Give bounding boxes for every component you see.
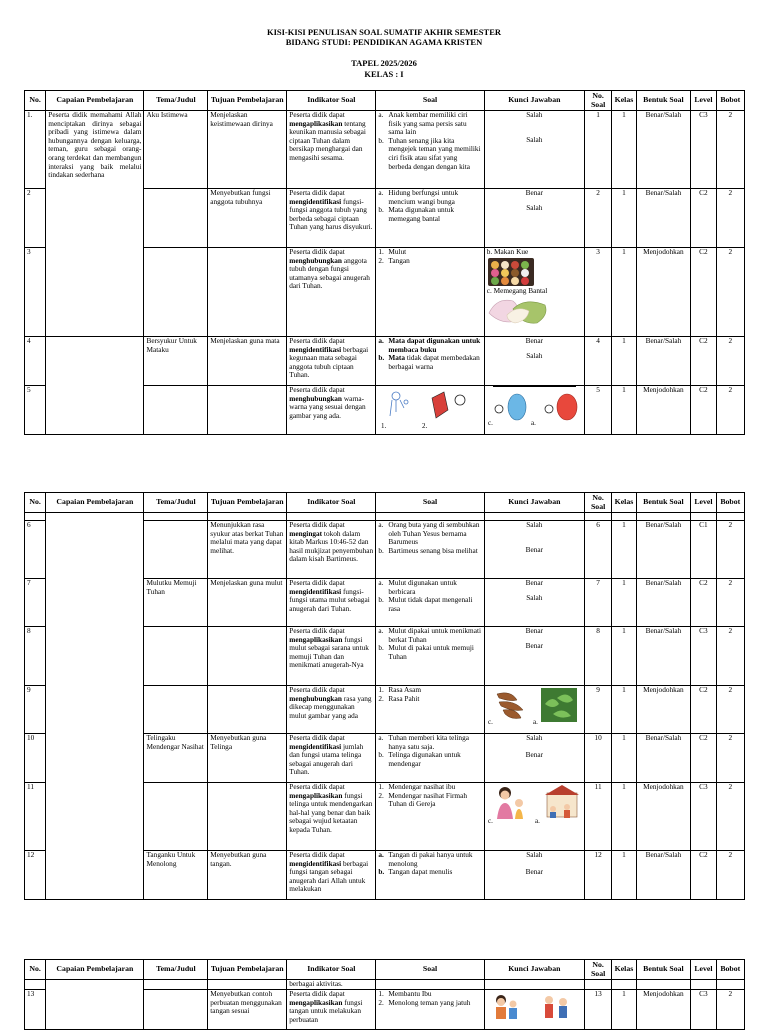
bentuk-soal: Benar/Salah — [636, 627, 691, 686]
col-kunci: Kunci Jawaban — [484, 960, 584, 980]
col-no: No. — [25, 91, 46, 111]
tujuan-pembelajaran: Menyebutkan guna tangan. — [208, 851, 287, 900]
bobot: 2 — [716, 734, 744, 783]
col-indikator: Indikator Soal — [287, 91, 376, 111]
soal-item-a: a. Hidung berfungsi untuk mencium wangi bunga — [378, 188, 459, 206]
soal-item-b: b. Mulut tidak dapat mengenali rasa — [378, 595, 473, 613]
tema-judul — [144, 189, 208, 248]
soal-item-a: a. Mulut digunakan untuk berbicara — [378, 578, 457, 596]
col-bentuk: Bentuk Soal — [636, 960, 691, 980]
soal-item-2: 2. Menolong teman yang jatuh — [378, 997, 471, 1007]
kelas: 1 — [612, 783, 636, 851]
row-no: 11 — [25, 783, 46, 851]
tujuan-pembelajaran — [208, 248, 287, 337]
col-capaian: Capaian Pembelajaran — [46, 91, 144, 111]
tema-judul: Mulutku Memuji Tuhan — [144, 579, 208, 627]
kunci-jawaban: Salah Benar — [484, 851, 584, 900]
soal-item-b: b. Mata tidak dapat membedakan berbagai warna — [378, 353, 480, 371]
indikator-soal: Peserta didik dapat mengaplikasikan fungsi telinga untuk mendengarkan hal-hal yang benar dan baik sebagai wujud ketaatan kepada Tuhan. — [287, 783, 376, 851]
col-tujuan: Tujuan Pembelajaran — [208, 960, 287, 980]
capaian-pembelajaran: Peserta didik memahami Allah menciptakan dirinya sebagai pribadi yang istimewa dalam hubungannya dengan keluarga, teman, guru sebagai orang-orang terdekat dan membangun interaksi yang baik melalui tindakan sederhana — [46, 111, 144, 337]
soal — [376, 579, 484, 627]
bobot: 2 — [716, 521, 744, 579]
tema-judul: Telingaku Mendengar Nasihat — [144, 734, 208, 783]
kunci-label-c: c. — [487, 419, 493, 427]
bobot: 2 — [716, 189, 744, 248]
tema-judul — [144, 686, 208, 734]
soal — [376, 521, 484, 579]
kelas: 1 — [612, 686, 636, 734]
no-soal: 7 — [584, 579, 611, 627]
row-no: 4 — [25, 337, 46, 386]
indikator-soal: Peserta didik dapat mengidentifikasi berbagai kegunaan mata sebagai anggota tubuh ciptaan Tuhan. — [287, 337, 376, 386]
row-no: 9 — [25, 686, 46, 734]
col-indikator: Indikator Soal — [287, 493, 376, 513]
no-soal: 9 — [584, 686, 611, 734]
kunci-label-a: a. — [532, 718, 538, 726]
bobot: 2 — [716, 851, 744, 900]
level: C3 — [691, 111, 716, 189]
col-capaian: Capaian Pembelajaran — [46, 960, 144, 980]
kelas: 1 — [612, 337, 636, 386]
kunci-label-a: a. — [534, 817, 540, 825]
soal-item-1: 1. Membantu Ibu — [378, 989, 432, 998]
soal-item-b: b. Telinga digunakan untuk mendengar — [378, 750, 461, 768]
bentuk-soal: Menjodohkan — [636, 686, 691, 734]
color-objects-image — [378, 386, 478, 430]
soal-item-a: a. Mulut dipakai untuk menikmati berkat Tuhan — [378, 626, 481, 644]
kelas: 1 — [612, 990, 636, 1030]
bobot: 2 — [716, 111, 744, 189]
no-soal: 10 — [584, 734, 611, 783]
kunci-jawaban — [484, 386, 584, 435]
soal-item-a: a. Mata dapat digunakan untuk membaca buku — [378, 336, 481, 354]
mother-child-and-church-image — [487, 783, 582, 825]
soal-item-b: b. Bartimeus senang bisa melihat — [378, 545, 478, 555]
col-bobot: Bobot — [716, 493, 744, 513]
soal-item-2: 2. Tangan — [378, 255, 410, 265]
cake-tray-image — [487, 257, 535, 287]
soal-label-1: 1. — [381, 422, 387, 430]
kunci-label-c: c. — [487, 817, 493, 825]
row-no: 12 — [25, 851, 46, 900]
indikator-soal: Peserta didik dapat menghubungkan anggota tubuh dengan fungsi utamanya sebagai anugerah dari Tuhan. — [287, 248, 376, 337]
no-soal: 6 — [584, 521, 611, 579]
col-kunci: Kunci Jawaban — [484, 91, 584, 111]
tema-judul: Tanganku Untuk Menolong — [144, 851, 208, 900]
col-no: No. — [25, 960, 46, 980]
col-soal: Soal — [376, 91, 484, 111]
col-bobot: Bobot — [716, 91, 744, 111]
kelas: 1 — [612, 734, 636, 783]
col-soal: Soal — [376, 493, 484, 513]
kisi-table-3 — [24, 959, 745, 1030]
kunci-jawaban: Benar Salah — [484, 337, 584, 386]
level: C3 — [691, 627, 716, 686]
tujuan-pembelajaran — [208, 686, 287, 734]
indikator-soal: Peserta didik dapat mengaplikasikan tentang keunikan manusia sebagai ciptaan Tuhan dalam bersikap menghargai dan mengasihi sesama. — [287, 111, 376, 189]
tujuan-pembelajaran: Menunjukkan rasa syukur atas berkat Tuhan melalui mata yang dapat melihat. — [208, 521, 287, 579]
level: C2 — [691, 189, 716, 248]
bentuk-soal: Menjodohkan — [636, 386, 691, 435]
level: C2 — [691, 337, 716, 386]
doc-class: KELAS : I — [364, 69, 404, 79]
tujuan-pembelajaran: Menjelaskan guna mata — [208, 337, 287, 386]
col-no: No. — [25, 493, 46, 513]
tujuan-pembelajaran — [208, 783, 287, 851]
row-no: 3 — [25, 248, 46, 337]
level: C2 — [691, 248, 716, 337]
tema-judul — [144, 521, 208, 579]
bentuk-soal: Benar/Salah — [636, 851, 691, 900]
bentuk-soal: Benar/Salah — [636, 734, 691, 783]
indikator-soal: Peserta didik dapat menghubungkan warna-warna yang sesuai dengan gambar yang ada. — [287, 386, 376, 435]
kunci-jawaban: b. Makan Kue c. Memegang Bantal — [484, 248, 584, 337]
soal — [376, 248, 484, 337]
soal — [376, 734, 484, 783]
col-level: Level — [691, 91, 716, 111]
col-soal: Soal — [376, 960, 484, 980]
col-tema: Tema/Judul — [144, 960, 208, 980]
helping-people-image — [487, 990, 582, 1020]
soal-item-a: a. Tangan di pakai hanya untuk menolong — [378, 850, 473, 868]
col-no-soal: No. Soal — [584, 493, 611, 513]
soal-item-b: b. Mulut di pakai untuk memuji Tuhan — [378, 643, 474, 661]
kunci-jawaban — [484, 783, 584, 851]
row-no: 13 — [25, 990, 46, 1030]
col-kelas: Kelas — [612, 960, 636, 980]
soal — [376, 627, 484, 686]
bentuk-soal: Benar/Salah — [636, 337, 691, 386]
bobot: 2 — [716, 248, 744, 337]
indikator-soal-continuation: berbagai aktivitas. — [287, 980, 376, 990]
doc-year: TAPEL 2025/2026 — [351, 58, 417, 68]
col-kelas: Kelas — [612, 91, 636, 111]
level: C2 — [691, 851, 716, 900]
indikator-soal: Peserta didik dapat mengingat tokoh dalam kitab Markus 10:46-52 dan hasil mukjizat penyembuhan dalam kisah Bartimeus. — [287, 521, 376, 579]
kunci-jawaban: Salah Benar — [484, 734, 584, 783]
level: C2 — [691, 579, 716, 627]
bobot: 2 — [716, 990, 744, 1030]
kunci-jawaban: Salah Benar — [484, 521, 584, 579]
col-no-soal: No. Soal — [584, 91, 611, 111]
soal-item-b: b. Mata digunakan untuk memegang bantal — [378, 205, 455, 223]
soal-item-a: a. Orang buta yang di sembuhkan oleh Tuhan Yesus bernama Barumeus — [378, 520, 480, 547]
tujuan-pembelajaran: Menjelaskan guna mulut — [208, 579, 287, 627]
col-capaian: Capaian Pembelajaran — [46, 493, 144, 513]
row-no: 1. — [25, 111, 46, 189]
col-no-soal: No. Soal — [584, 960, 611, 980]
no-soal: 8 — [584, 627, 611, 686]
indikator-soal: Peserta didik dapat mengaplikasikan fungsi mulut sebagai sarana untuk memuji Tuhan dan menikmati anugerah-Nya — [287, 627, 376, 686]
no-soal: 3 — [584, 248, 611, 337]
bentuk-soal: Menjodohkan — [636, 990, 691, 1030]
bentuk-soal: Benar/Salah — [636, 111, 691, 189]
no-soal: 4 — [584, 337, 611, 386]
capaian-pembelajaran-empty — [46, 337, 144, 435]
no-soal: 12 — [584, 851, 611, 900]
bobot: 2 — [716, 386, 744, 435]
col-bentuk: Bentuk Soal — [636, 91, 691, 111]
col-kelas: Kelas — [612, 493, 636, 513]
tema-judul — [144, 248, 208, 337]
level: C3 — [691, 990, 716, 1030]
level: C1 — [691, 521, 716, 579]
soal — [376, 111, 484, 189]
level: C2 — [691, 386, 716, 435]
tema-judul: Aku Istimewa — [144, 111, 208, 189]
soal-item-2: 2. Mendengar nasihat Firmah Tuhan di Gereja — [378, 790, 467, 809]
kelas: 1 — [612, 521, 636, 579]
tujuan-pembelajaran — [208, 386, 287, 435]
col-bentuk: Bentuk Soal — [636, 493, 691, 513]
col-bobot: Bobot — [716, 960, 744, 980]
tujuan-pembelajaran: Menyebutkan fungsi anggota tubuhnya — [208, 189, 287, 248]
bobot: 2 — [716, 579, 744, 627]
soal-item-2: 2. Rasa Pahit — [378, 693, 420, 703]
tujuan-pembelajaran: Menyebutkan guna Telinga — [208, 734, 287, 783]
tema-judul — [144, 386, 208, 435]
no-soal: 5 — [584, 386, 611, 435]
row-no: 5 — [25, 386, 46, 435]
col-level: Level — [691, 960, 716, 980]
no-soal: 13 — [584, 990, 611, 1030]
bobot: 2 — [716, 686, 744, 734]
bentuk-soal: Menjodohkan — [636, 248, 691, 337]
kelas: 1 — [612, 189, 636, 248]
bentuk-soal: Benar/Salah — [636, 579, 691, 627]
soal-item-a: a. Tuhan memberi kita telinga hanya satu saja. — [378, 733, 469, 751]
table-spacer-row — [25, 513, 745, 521]
col-kunci: Kunci Jawaban — [484, 493, 584, 513]
table-row-continuation — [25, 980, 745, 990]
doc-title: KISI-KISI PENULISAN SOAL SUMATIF AKHIR SEMESTER — [266, 27, 502, 37]
indikator-soal: Peserta didik dapat mengidentifikasi berbagai fungsi tangan sebagai anugerah dari Allah untuk melakukan — [287, 851, 376, 900]
kelas: 1 — [612, 386, 636, 435]
kunci-jawaban: Salah Salah — [484, 111, 584, 189]
row-no: 7 — [25, 579, 46, 627]
indikator-soal: Peserta didik dapat mengidentifikasi fungsi-fungsi utama mulut sebagai anugerah dari Tuhan. — [287, 579, 376, 627]
kunci-label-c: c. — [487, 718, 493, 726]
soal — [376, 686, 484, 734]
tamarind-and-leaf-image — [487, 686, 582, 726]
col-tema: Tema/Judul — [144, 91, 208, 111]
kunci-jawaban: Benar Salah — [484, 579, 584, 627]
tema-judul — [144, 783, 208, 851]
soal — [376, 783, 484, 851]
bentuk-soal: Benar/Salah — [636, 189, 691, 248]
soal-item-b: b. Tuhan senang jika kita mengejek teman yang memiliki ciri fisik atau sifat yang berbeda dengan dengan kita — [378, 135, 481, 171]
table-header-row — [25, 960, 745, 980]
tema-judul — [144, 627, 208, 686]
kelas: 1 — [612, 851, 636, 900]
row-no: 2 — [25, 189, 46, 248]
kelas: 1 — [612, 579, 636, 627]
indikator-soal: Peserta didik dapat mengidentifikasi fungsi-fungsi anggota tubuh yang berbeda sebagai ciptaan Tuhan yang harus disyukuri. — [287, 189, 376, 248]
soal-item-1: 1. Rasa Asam — [378, 685, 422, 694]
col-tujuan: Tujuan Pembelajaran — [208, 493, 287, 513]
tema-judul: Bersyukur Untuk Mataku — [144, 337, 208, 386]
row-no: 10 — [25, 734, 46, 783]
pillow-image — [487, 295, 549, 325]
soal-item-a: a. Anak kembar memiliki ciri fisik yang sama persis satu sama lain — [378, 110, 468, 137]
kisi-table-2 — [24, 492, 745, 900]
level: C2 — [691, 734, 716, 783]
bobot: 2 — [716, 783, 744, 851]
row-no: 8 — [25, 627, 46, 686]
tujuan-pembelajaran — [208, 627, 287, 686]
bobot: 2 — [716, 337, 744, 386]
no-soal: 1 — [584, 111, 611, 189]
indikator-soal: Peserta didik dapat mengidentifikasi jumlah dan fungsi utama telinga sebagai anugerah dari Tuhan. — [287, 734, 376, 783]
level: C3 — [691, 783, 716, 851]
col-indikator: Indikator Soal — [287, 960, 376, 980]
soal — [376, 386, 484, 435]
kelas: 1 — [612, 248, 636, 337]
level: C2 — [691, 686, 716, 734]
kunci-label-a: a. — [530, 419, 536, 427]
no-soal: 2 — [584, 189, 611, 248]
soal-item-1: 1. Mulut — [378, 247, 407, 256]
table-row — [25, 337, 745, 386]
doc-subject: BIDANG STUDI: PENDIDIKAN AGAMA KRISTEN — [285, 37, 483, 47]
col-tema: Tema/Judul — [144, 493, 208, 513]
bobot: 2 — [716, 627, 744, 686]
kunci-jawaban: Benar Benar — [484, 627, 584, 686]
tujuan-pembelajaran: Menjelaskan keistimewaan dirinya — [208, 111, 287, 189]
kunci-jawaban — [484, 686, 584, 734]
tujuan-pembelajaran: Menyebutkan contoh perbuatan menggunakan tangan sesuai — [208, 990, 287, 1030]
bentuk-soal: Benar/Salah — [636, 521, 691, 579]
soal — [376, 337, 484, 386]
indikator-soal: Peserta didik dapat mengaplikasikan fungsi tangan untuk melakukan perbuatan — [287, 990, 376, 1030]
table-header-row — [25, 493, 745, 513]
kelas: 1 — [612, 111, 636, 189]
color-balls-image — [487, 387, 582, 427]
col-tujuan: Tujuan Pembelajaran — [208, 91, 287, 111]
col-level: Level — [691, 493, 716, 513]
kelas: 1 — [612, 627, 636, 686]
soal — [376, 189, 484, 248]
bentuk-soal: Menjodohkan — [636, 783, 691, 851]
table-row — [25, 111, 745, 189]
soal-label-2: 2. — [422, 422, 428, 430]
row-no: 6 — [25, 521, 46, 579]
no-soal: 11 — [584, 783, 611, 851]
table-header-row — [25, 91, 745, 111]
indikator-soal: Peserta didik dapat menghubungkan rasa yang dikecap menggunakan mulut gambar yang ada — [287, 686, 376, 734]
soal — [376, 851, 484, 900]
soal-item-1: 1. Mendengar nasihat ibu — [378, 782, 456, 791]
soal-item-b: b. Tangan dapat menulis — [378, 867, 453, 877]
kunci-jawaban: Benar Salah — [484, 189, 584, 248]
kisi-table-1 — [24, 90, 745, 435]
